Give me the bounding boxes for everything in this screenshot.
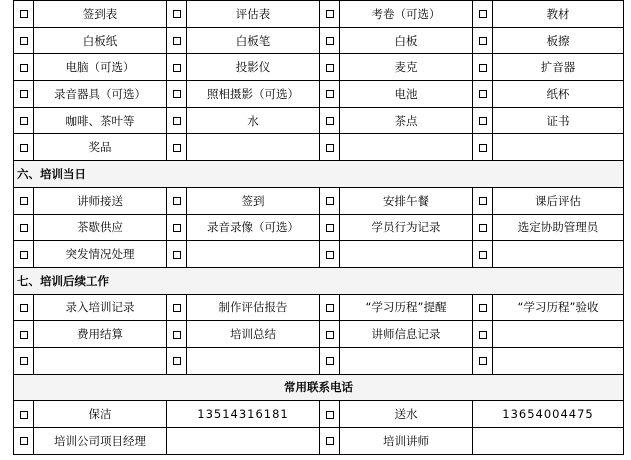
section-title: 六、培训当日 xyxy=(14,161,624,188)
checkbox-icon xyxy=(326,90,334,98)
checkbox[interactable] xyxy=(473,107,493,134)
checkbox-icon xyxy=(326,197,334,205)
item-label: 水 xyxy=(187,107,320,134)
item-label xyxy=(493,241,624,268)
checkbox[interactable] xyxy=(320,81,340,108)
checkbox[interactable] xyxy=(167,1,187,28)
item-label: 签到 xyxy=(187,187,320,214)
checkbox[interactable] xyxy=(320,27,340,54)
table-row xyxy=(14,134,624,161)
checkbox-icon xyxy=(20,90,28,98)
item-label xyxy=(340,241,473,268)
checkbox[interactable] xyxy=(14,214,34,241)
checkbox-icon xyxy=(326,117,334,125)
item-label xyxy=(187,347,320,374)
checkbox[interactable] xyxy=(14,241,34,268)
checkbox-icon xyxy=(20,331,28,339)
contact-name: 送水 xyxy=(340,401,473,428)
checkbox-icon xyxy=(326,64,334,72)
checkbox-icon xyxy=(173,144,181,152)
item-label xyxy=(493,321,624,348)
item-label: 白板笔 xyxy=(187,27,320,54)
checkbox[interactable] xyxy=(473,1,493,28)
checkbox-icon xyxy=(20,411,28,419)
checkbox-icon xyxy=(479,64,487,72)
checkbox[interactable] xyxy=(14,1,34,28)
checkbox[interactable] xyxy=(320,347,340,374)
checkbox-icon xyxy=(20,357,28,365)
item-label xyxy=(340,347,473,374)
item-label: 茶歇供应 xyxy=(34,214,167,241)
contact-name: 培训讲师 xyxy=(340,428,473,455)
checkbox[interactable] xyxy=(14,107,34,134)
checkbox[interactable] xyxy=(473,241,493,268)
table-row xyxy=(14,241,624,268)
checkbox-icon xyxy=(479,197,487,205)
item-label: 制作评估报告 xyxy=(187,294,320,321)
item-label: 费用结算 xyxy=(34,321,167,348)
table-row xyxy=(14,81,624,108)
checkbox[interactable] xyxy=(167,241,187,268)
table-row xyxy=(14,54,624,81)
section-title: 七、培训后续工作 xyxy=(14,267,624,294)
checkbox-icon xyxy=(20,304,28,312)
checkbox[interactable] xyxy=(320,107,340,134)
item-label: “学习历程”提醒 xyxy=(340,294,473,321)
checkbox-icon xyxy=(326,411,334,419)
checkbox-icon xyxy=(173,331,181,339)
item-label: 讲师信息记录 xyxy=(340,321,473,348)
checkbox-icon xyxy=(479,90,487,98)
table-row xyxy=(14,214,624,241)
checkbox[interactable] xyxy=(14,401,34,428)
checkbox[interactable] xyxy=(473,214,493,241)
checkbox-icon xyxy=(173,64,181,72)
checkbox[interactable] xyxy=(167,107,187,134)
checkbox[interactable] xyxy=(473,187,493,214)
item-label: 白板 xyxy=(340,27,473,54)
contact-phone: 13514316181 xyxy=(167,401,320,428)
checkbox-icon xyxy=(20,251,28,259)
item-label: 投影仪 xyxy=(187,54,320,81)
item-label xyxy=(187,134,320,161)
checkbox[interactable] xyxy=(320,214,340,241)
checkbox[interactable] xyxy=(14,347,34,374)
checkbox-icon xyxy=(20,197,28,205)
item-label xyxy=(187,241,320,268)
contacts-title: 常用联系电话 xyxy=(14,374,624,401)
checkbox-icon xyxy=(479,251,487,259)
checkbox-icon xyxy=(20,144,28,152)
checkbox[interactable] xyxy=(14,81,34,108)
checkbox-icon xyxy=(173,224,181,232)
item-label: 教材 xyxy=(493,1,624,28)
checkbox[interactable] xyxy=(167,81,187,108)
checkbox[interactable] xyxy=(320,241,340,268)
checkbox-icon xyxy=(326,251,334,259)
checkbox-icon xyxy=(20,437,28,445)
item-label: 安排午餐 xyxy=(340,187,473,214)
item-label: 培训总结 xyxy=(187,321,320,348)
checkbox[interactable] xyxy=(167,347,187,374)
item-label: 课后评估 xyxy=(493,187,624,214)
item-label: 奖品 xyxy=(34,134,167,161)
checkbox[interactable] xyxy=(14,134,34,161)
checkbox-icon xyxy=(479,331,487,339)
checkbox-icon xyxy=(173,304,181,312)
contact-phone xyxy=(473,428,624,455)
checkbox-icon xyxy=(326,37,334,45)
item-label: 证书 xyxy=(493,107,624,134)
section-header-row xyxy=(14,161,624,188)
checkbox-icon xyxy=(173,197,181,205)
item-label: 板擦 xyxy=(493,27,624,54)
section-header-row xyxy=(14,267,624,294)
item-label xyxy=(493,134,624,161)
item-label: 电池 xyxy=(340,81,473,108)
checkbox-icon xyxy=(326,224,334,232)
item-label: 学员行为记录 xyxy=(340,214,473,241)
item-label: 录音器具（可选） xyxy=(34,81,167,108)
checkbox-icon xyxy=(479,304,487,312)
checkbox-icon xyxy=(173,37,181,45)
table-row xyxy=(14,107,624,134)
item-label: 突发情况处理 xyxy=(34,241,167,268)
checkbox[interactable] xyxy=(167,187,187,214)
item-label: “学习历程”验收 xyxy=(493,294,624,321)
checkbox[interactable] xyxy=(320,321,340,348)
item-label: 选定协助管理员 xyxy=(493,214,624,241)
checkbox[interactable] xyxy=(473,321,493,348)
checkbox[interactable] xyxy=(473,81,493,108)
checkbox[interactable] xyxy=(14,187,34,214)
item-label: 讲师接送 xyxy=(34,187,167,214)
table-row xyxy=(14,187,624,214)
item-label: 白板纸 xyxy=(34,27,167,54)
checkbox-icon xyxy=(326,144,334,152)
checkbox-icon xyxy=(20,64,28,72)
item-label: 签到表 xyxy=(34,1,167,28)
item-label: 录入培训记录 xyxy=(34,294,167,321)
item-label xyxy=(493,347,624,374)
item-label xyxy=(34,347,167,374)
item-label: 纸杯 xyxy=(493,81,624,108)
contact-phone: 13654004475 xyxy=(473,401,624,428)
checkbox-icon xyxy=(479,10,487,18)
contact-phone xyxy=(167,428,320,455)
checkbox[interactable] xyxy=(14,294,34,321)
checkbox[interactable] xyxy=(167,27,187,54)
checkbox-icon xyxy=(20,224,28,232)
checkbox-icon xyxy=(20,10,28,18)
item-label: 录音录像（可选） xyxy=(187,214,320,241)
table-row xyxy=(14,27,624,54)
contact-row xyxy=(14,428,624,455)
checkbox[interactable] xyxy=(473,27,493,54)
checkbox[interactable] xyxy=(320,294,340,321)
checkbox[interactable] xyxy=(320,134,340,161)
contacts-header-row xyxy=(14,374,624,401)
table-row xyxy=(14,294,624,321)
item-label: 麦克 xyxy=(340,54,473,81)
checkbox[interactable] xyxy=(14,27,34,54)
checkbox[interactable] xyxy=(167,54,187,81)
checkbox[interactable] xyxy=(167,214,187,241)
checkbox[interactable] xyxy=(320,1,340,28)
contact-row xyxy=(14,401,624,428)
item-label: 扩音器 xyxy=(493,54,624,81)
table-row xyxy=(14,347,624,374)
checkbox-icon xyxy=(173,90,181,98)
item-label xyxy=(340,134,473,161)
checkbox[interactable] xyxy=(320,428,340,455)
checkbox-icon xyxy=(326,331,334,339)
checkbox[interactable] xyxy=(473,134,493,161)
checkbox-icon xyxy=(326,357,334,365)
table-row xyxy=(14,1,624,28)
contact-name: 保洁 xyxy=(34,401,167,428)
checkbox-icon xyxy=(479,37,487,45)
checkbox[interactable] xyxy=(473,294,493,321)
item-label: 评估表 xyxy=(187,1,320,28)
contact-name: 培训公司项目经理 xyxy=(34,428,167,455)
checkbox-icon xyxy=(479,117,487,125)
checkbox-icon xyxy=(479,357,487,365)
checkbox-icon xyxy=(20,117,28,125)
checkbox[interactable] xyxy=(473,54,493,81)
checkbox-icon xyxy=(20,37,28,45)
checkbox-icon xyxy=(479,224,487,232)
item-label: 电脑（可选） xyxy=(34,54,167,81)
checklist-table xyxy=(13,0,624,455)
checkbox-icon xyxy=(326,304,334,312)
item-label: 考卷（可选） xyxy=(340,1,473,28)
checkbox[interactable] xyxy=(473,347,493,374)
checkbox-icon xyxy=(326,437,334,445)
checkbox[interactable] xyxy=(14,428,34,455)
item-label: 咖啡、茶叶等 xyxy=(34,107,167,134)
checkbox-icon xyxy=(173,117,181,125)
checkbox[interactable] xyxy=(14,321,34,348)
checkbox[interactable] xyxy=(14,54,34,81)
checkbox-icon xyxy=(326,10,334,18)
checkbox[interactable] xyxy=(320,187,340,214)
item-label: 茶点 xyxy=(340,107,473,134)
checkbox-icon xyxy=(173,251,181,259)
item-label: 照相摄影（可选） xyxy=(187,81,320,108)
checkbox[interactable] xyxy=(167,294,187,321)
checkbox-icon xyxy=(173,357,181,365)
checkbox[interactable] xyxy=(320,401,340,428)
checkbox-icon xyxy=(173,10,181,18)
checkbox[interactable] xyxy=(167,321,187,348)
checkbox[interactable] xyxy=(320,54,340,81)
checkbox[interactable] xyxy=(167,134,187,161)
checkbox-icon xyxy=(479,144,487,152)
table-row xyxy=(14,321,624,348)
